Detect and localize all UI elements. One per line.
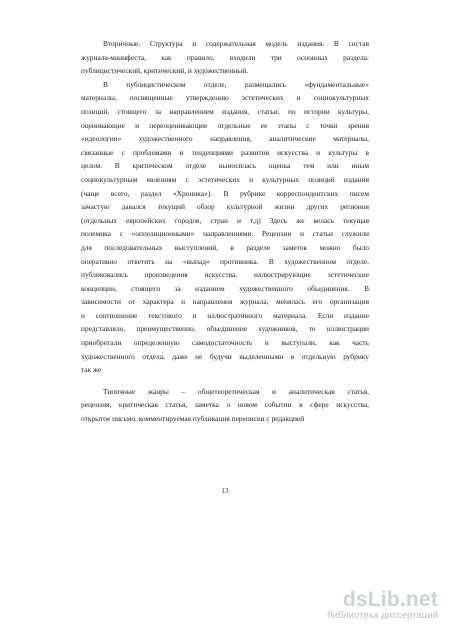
text-line: целом. В критическом отделе выносилась оценка тем или иным [81, 161, 369, 171]
dslib-logo: dsLib.net [342, 588, 438, 611]
text-line: представляло, преимущественно, объединение художников, то иллюстрации [81, 324, 369, 334]
text-line: (чаще всего, раздел «Хроника»). В рубрике корреспондентских писем [81, 188, 369, 198]
document-body [81, 37, 369, 426]
text-line: В публицистическом отделе, размещались «фундаментальные» [103, 79, 369, 89]
text-line: концепции, стоящего за изданием художественного объединения. В [81, 283, 369, 293]
dslib-subtitle: библиотека диссертаций [327, 610, 438, 621]
text-line: социокультурным явлениям с эстетических и культурных позиций издания [81, 174, 369, 184]
text-line: открытое письмо, комментируемая публикация переписки с редакцией [81, 414, 305, 424]
text-line: приобретали определенную самодостаточность и выступали, как часть [81, 338, 369, 348]
text-line: и соотношение текстового и иллюстративного материала. Если издание [81, 310, 369, 320]
text-line: публиковались произведения искусства, иллюстрирующие эстетические [81, 270, 369, 280]
text-line: так же [81, 365, 102, 375]
text-line: художественного отдела, даже не будучи выделенными в отдельную рубрику [81, 351, 369, 361]
text-line: Типичные жанры – общетеоретическая и аналитическая статья, [103, 386, 369, 396]
text-line: Вторичные. Структура и содержательная модель издания. В состав [103, 39, 369, 48]
text-line: для последовательных выступлений, в разделе заметок можно было [81, 242, 369, 252]
text-line: оперативно ответить на «выпад» противника. В художественном отделе, [81, 256, 369, 266]
text-line: зависимости от характера и направления журнала, менялась его организация [81, 297, 369, 307]
text-line: рецензия, критическая статья, заметка о новом событии в сфере искусства, [81, 400, 369, 410]
dslib-watermark [308, 588, 438, 621]
page-number: 13 [221, 486, 229, 495]
text-line: полемика с «оппозиционными» направлениями. Рецензии и статьи служили [81, 229, 369, 239]
text-line: оценивающие и переоценивающие отдельные ее этапы с точки зрения [81, 120, 369, 130]
text-line: журнала-манифеста, как правило, входили три основных раздела: [81, 52, 369, 62]
text-line: связанные с проблемами и тенденциями развития искусства и культуры в [81, 147, 369, 157]
text-line: «идеологии» художественного направления, аналитические материалы, [81, 134, 369, 144]
text-line: (отдельных европейских городов, стран и т.д) Здесь же велась текущая [81, 215, 369, 225]
text-line: зачастую давался текущий обзор культурной жизни других регионов [81, 202, 369, 212]
text-line: публицистический, критический, и художественный. [81, 66, 248, 76]
text-line: материалы, посвященные утверждению эстетических и социокультурных [81, 93, 369, 103]
text-line: позиций, стоящего за направлением издания, статьи, по истории культуры, [81, 106, 369, 116]
